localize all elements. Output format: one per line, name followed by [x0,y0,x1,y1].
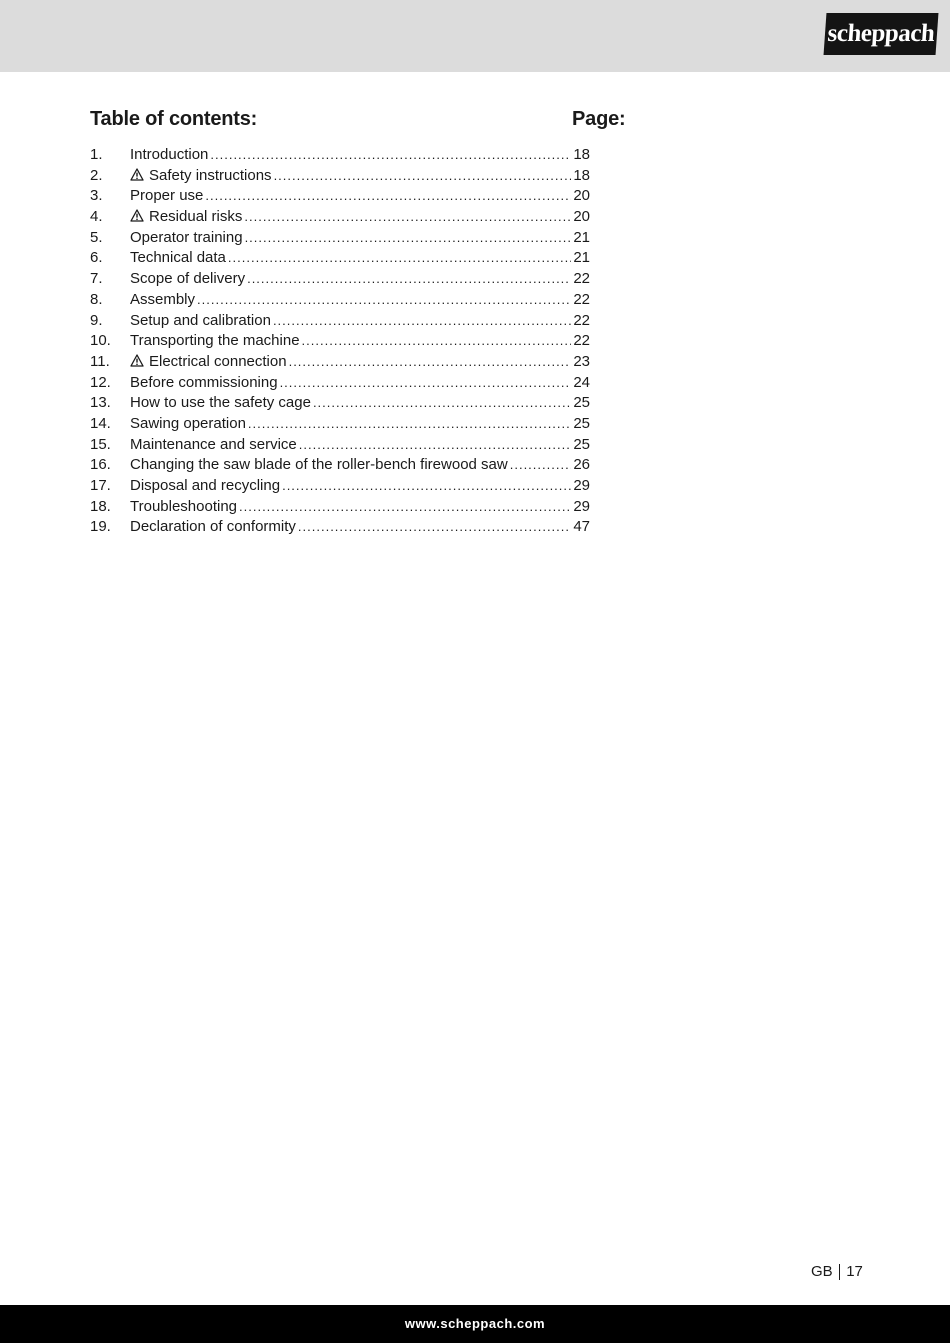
toc-entry-label-text: Operator training [130,228,243,246]
toc-entry-number: 4. [90,208,103,226]
toc-entry[interactable] [90,248,590,269]
toc-leader-dots [302,331,571,352]
toc-entry-number: 13. [90,394,111,412]
toc-entry[interactable] [90,517,590,538]
toc-entry-number: 17. [90,477,111,494]
toc-list [90,145,590,538]
toc-leader-dots [299,435,571,456]
toc-entry-label[interactable] [130,497,237,518]
toc-entry-label[interactable] [130,207,242,228]
toc-entry-label[interactable] [130,455,508,476]
toc-entry-number: 7. [90,270,103,288]
toc-entry-page: 21 [573,249,590,267]
toc-entry-label[interactable] [130,145,208,166]
toc-leader-dots [197,290,571,311]
toc-entry-page: 22 [573,311,590,329]
toc-entry[interactable] [90,166,590,187]
toc-entry[interactable] [90,228,590,249]
toc-entry-number: 11. [90,352,110,370]
toc-entry-label[interactable] [130,228,243,249]
toc-entry-page: 18 [573,146,590,163]
toc-entry-page: 26 [573,456,590,474]
toc-leader-dots [510,455,571,476]
toc-leader-dots [210,145,571,166]
toc-entry-number: 10. [90,332,111,350]
page-divider [839,1264,841,1280]
toc-entry[interactable] [90,269,590,290]
toc-entry[interactable] [90,186,590,207]
toc-entry-label-text: Maintenance and service [130,435,297,453]
toc-leader-dots [280,373,571,394]
toc-entry-number: 8. [90,290,103,308]
toc-entry[interactable] [90,290,590,311]
toc-entry-label-text: Disposal and recycling [130,477,281,494]
toc-entry-label-text: Assembly [130,290,196,308]
toc-entry-number: 15. [90,435,111,453]
toc-entry-label-text: Sawing operation [130,414,246,432]
toc-entry-number: 12. [90,373,111,391]
toc-entry[interactable] [90,497,590,518]
toc-entry-label[interactable] [130,290,195,311]
warning-triangle-icon [130,353,144,366]
toc-entry-label-text: Scope of delivery [130,270,246,288]
toc-entry-number: 3. [90,187,103,205]
toc-entry-number: 2. [90,166,103,184]
toc-entry-page: 20 [573,208,590,226]
page-number: 17 [846,1263,863,1280]
toc-entry-label[interactable] [130,311,271,332]
brand-logo-text: scheppach [826,20,936,47]
toc-entry-page: 18 [573,166,590,184]
toc-entry-label-text: Setup and calibration [130,311,271,329]
toc-entry-page: 23 [573,352,590,370]
toc-entry-page: 29 [573,477,590,494]
toc-entry-page: 25 [573,414,590,432]
toc-entry-number: 18. [90,497,111,515]
toc-entry-number: 19. [90,518,111,536]
toc-entry-page: 22 [573,332,590,350]
toc-leader-dots [273,311,571,332]
toc-entry-number: 6. [90,249,103,267]
toc-leader-dots [247,269,571,290]
toc-leader-dots [245,228,571,249]
footer-url-text[interactable]: www.scheppach.com [404,1315,546,1331]
toc-entry-label[interactable] [130,352,287,373]
toc-entry-number: 5. [90,228,103,246]
toc-entry-label-text: Declaration of conformity [130,518,296,536]
warning-triangle-icon [130,208,144,221]
toc-entry-label[interactable] [130,476,280,497]
toc-leader-dots [282,476,571,497]
toc-entry-label-text: Introduction [130,146,209,163]
toc-title: Table of contents: [90,108,258,130]
toc-entry[interactable] [90,352,590,373]
toc-entry-label-text: Safety instructions [149,166,272,184]
toc-entry-page: 24 [573,373,590,391]
toc-entry-label[interactable] [130,435,297,456]
toc-entry[interactable] [90,145,590,166]
warning-triangle-icon [130,167,144,180]
toc-entry-number: 14. [90,414,111,432]
toc-entry-label-text: Before commissioning [130,373,278,391]
footer-url[interactable] [0,1305,950,1341]
toc-entry-label[interactable] [130,414,246,435]
brand-logo [824,13,939,55]
toc-entry-label[interactable] [130,331,300,352]
toc-entry-page: 25 [573,394,590,412]
toc-entry-page: 25 [573,435,590,453]
toc-leader-dots [239,497,571,518]
toc-leader-dots [248,414,571,435]
toc-entry-label-text: How to use the safety cage [130,394,311,412]
toc-entry-label-text: Troubleshooting [130,497,238,515]
toc-leader-dots [313,393,571,414]
toc-leader-dots [205,186,571,207]
toc-entry[interactable] [90,311,590,332]
toc-entry[interactable] [90,373,590,394]
toc-entry-page: 47 [573,518,590,536]
toc-leader-dots [244,207,571,228]
toc-entry-number: 9. [90,311,103,329]
toc-entry-label-text: Technical data [130,249,226,267]
toc-entry-label[interactable] [130,186,203,207]
toc-entry[interactable] [90,476,590,497]
toc-entry-label[interactable] [130,269,245,290]
toc-entry-label-text: Electrical connection [149,352,287,370]
toc-entry-number: 1. [90,146,103,163]
toc-entry-label-text: Changing the saw blade of the roller-bench firewood saw [130,456,508,474]
toc-entry-page: 22 [573,290,590,308]
toc-entry-label-text: Residual risks [149,208,243,226]
toc-leader-dots [298,517,571,538]
toc-leader-dots [228,248,571,269]
toc-entry-page: 20 [573,187,590,205]
toc-entry[interactable] [90,414,590,435]
toc-entry[interactable] [90,331,590,352]
toc-entry-label[interactable] [130,393,311,414]
toc-entry-page: 22 [573,270,590,288]
page-column-header: Page: [572,108,626,130]
toc-entry[interactable] [90,393,590,414]
toc-entry-label[interactable] [130,166,272,187]
toc-entry-label[interactable] [130,248,226,269]
toc-entry[interactable] [90,435,590,456]
toc-entry[interactable] [90,207,590,228]
header-band [0,0,950,72]
toc-leader-dots [274,166,571,187]
language-code: GB [811,1263,833,1280]
toc-entry-label[interactable] [130,517,296,538]
toc-entry-page: 21 [573,228,590,246]
toc-leader-dots [289,352,571,373]
toc-entry[interactable] [90,455,590,476]
toc-entry-label-text: Transporting the machine [130,332,300,350]
page-footer [811,1263,863,1280]
toc-entry-page: 29 [573,497,590,515]
toc-entry-label-text: Proper use [130,187,204,205]
toc-entry-number: 16. [90,456,111,474]
toc-entry-label[interactable] [130,373,278,394]
